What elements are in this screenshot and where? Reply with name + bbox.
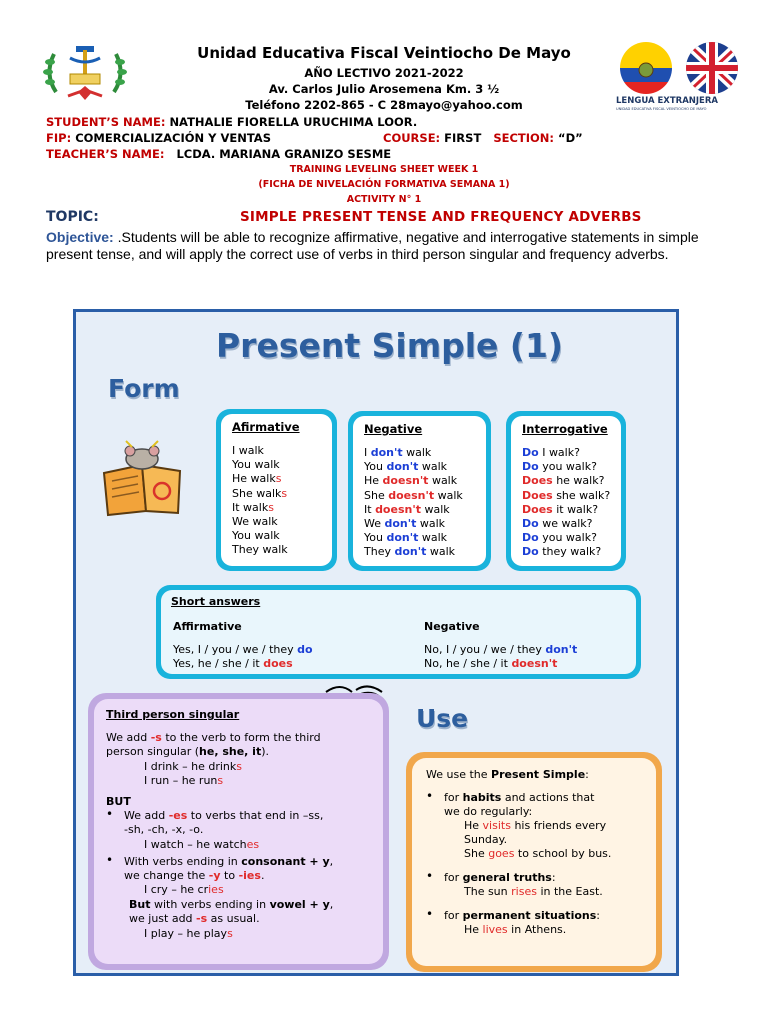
school-address: Av. Carlos Julio Arosemena Km. 3 ½ xyxy=(268,82,500,96)
list-item: Do we walk? xyxy=(522,517,593,531)
list-item: Does she walk? xyxy=(522,488,611,502)
use-habits-example-1: He visits his friends every xyxy=(464,819,607,832)
fip-value: COMERCIALIZACIÓN Y VENTAS xyxy=(75,131,271,145)
book-mouse-icon xyxy=(96,437,191,517)
list-item: We walk xyxy=(232,515,278,529)
section-label: SECTION: xyxy=(493,131,555,145)
list-item: No, I / you / we / they don't xyxy=(424,642,578,656)
fip-line xyxy=(46,131,271,145)
topic-label: TOPIC: xyxy=(46,209,99,225)
course-value: FIRST xyxy=(444,131,482,145)
school-name: Unidad Educativa Fiscal Veintiocho De Mayo xyxy=(197,44,571,62)
present-simple-poster xyxy=(73,309,679,976)
list-item: He walks xyxy=(232,472,282,486)
use-habits-line2: we do regularly: xyxy=(444,805,533,818)
short-answers-box xyxy=(156,585,641,679)
objective-paragraph xyxy=(46,229,736,263)
school-phone: Teléfono 2202-865 - C 28mayo@yahoo.com xyxy=(245,98,523,112)
third-example-es: I watch – he watches xyxy=(144,838,260,851)
list-item: I don't walk xyxy=(364,446,432,459)
objective-text: .Students will be able to recognize affirmative, negative and interrogative statements in simple present tense, and will apply the correct use of verbs in third person singular and frequency adverbs. xyxy=(46,229,699,262)
logo-text: LENGUA EXTRANJERA xyxy=(616,96,718,106)
list-item: Do they walk? xyxy=(522,545,602,559)
short-answers-negative xyxy=(424,620,577,672)
use-habits-example-2: She goes to school by bus. xyxy=(464,847,612,860)
short-answers-affirmative xyxy=(173,620,313,672)
third-intro-line2: person singular (he, she, it). xyxy=(106,745,270,758)
third-rule-add-s: we just add -s as usual. xyxy=(129,912,260,925)
list-item: No, he / she / it doesn't xyxy=(424,657,558,670)
list-item: You walk xyxy=(232,529,280,543)
sheet-subtitle: (FICHA DE NIVELACIÓN FORMATIVA SEMANA 1) xyxy=(258,179,510,190)
section-value: “D” xyxy=(558,131,583,145)
negative-title: Negative xyxy=(424,620,480,633)
list-item: It doesn't walk xyxy=(364,502,450,516)
third-example-plays: I play – he plays xyxy=(144,927,233,940)
list-item: They walk xyxy=(232,543,288,557)
use-habits-example-1b: Sunday. xyxy=(464,833,508,846)
list-item: Yes, I / you / we / they do xyxy=(173,642,313,656)
list-item: You walk xyxy=(232,458,280,472)
list-item: Does it walk? xyxy=(522,502,599,516)
list-item: Yes, he / she / it does xyxy=(173,657,293,670)
list-item: It walks xyxy=(232,500,274,514)
objective-label: Objective: xyxy=(46,229,114,245)
third-rule-es-endings: -sh, -ch, -x, -o. xyxy=(124,823,204,836)
topic-title: SIMPLE PRESENT TENSE AND FREQUENCY ADVERBS xyxy=(240,209,642,225)
affirmative-list xyxy=(232,444,288,558)
logo-subtext: UNIDAD EDUCATIVA FISCAL VEINTIOCHO DE MAYO xyxy=(616,107,707,111)
list-item: You don't walk xyxy=(364,531,448,545)
list-item: You don't walk xyxy=(364,460,448,474)
use-habits: for habits and actions that xyxy=(444,791,595,804)
teacher-value: LCDA. MARIANA GRANIZO SESME xyxy=(176,147,392,161)
third-rule-consonant-y: With verbs ending in consonant + y, xyxy=(124,855,334,868)
third-rule-es: We add -es to verbs that end in –ss, xyxy=(124,809,324,822)
course-label: COURSE: xyxy=(383,131,441,145)
list-item: She doesn't walk xyxy=(364,488,463,502)
student-name-line xyxy=(46,115,417,129)
list-item: He doesn't walk xyxy=(364,474,458,488)
bullet-icon: • xyxy=(106,853,114,867)
use-intro: We use the Present Simple: xyxy=(426,768,589,781)
poster-title: Present Simple (1) xyxy=(216,326,564,365)
student-name-value: NATHALIE FIORELLA URUCHIMA LOOR. xyxy=(169,115,418,129)
list-item: I walk xyxy=(232,444,264,457)
bullet-icon: • xyxy=(426,789,434,803)
use-heading: Use xyxy=(416,704,469,733)
affirmative-box xyxy=(216,409,337,571)
interrogative-list xyxy=(522,446,610,560)
interrogative-box xyxy=(506,411,626,571)
use-general-truths: for general truths: xyxy=(444,871,556,884)
list-item: She walks xyxy=(232,486,288,500)
third-rule-ies: we change the -y to -ies. xyxy=(124,869,265,882)
activity-number: ACTIVITY N° 1 xyxy=(346,194,422,205)
use-truths-example: The sun rises in the East. xyxy=(464,885,603,898)
third-rule-vowel-y: But with verbs ending in vowel + y, xyxy=(129,898,334,911)
list-item: Do you walk? xyxy=(522,531,597,545)
short-answers-heading: Short answers xyxy=(171,595,261,608)
bullet-icon: • xyxy=(106,807,114,821)
but-label: BUT xyxy=(106,795,131,808)
student-name-label: STUDENT’S NAME: xyxy=(46,115,166,129)
teacher-line xyxy=(46,147,391,161)
bullet-icon: • xyxy=(426,869,434,883)
use-permanent: for permanent situations: xyxy=(444,909,600,922)
bullet-icon: • xyxy=(426,907,434,921)
third-person-box xyxy=(88,693,389,970)
lengua-extranjera-logo xyxy=(608,40,748,112)
affirmative-heading: Afirmative xyxy=(232,420,300,434)
list-item: We don't walk xyxy=(364,517,446,531)
uk-flag-icon xyxy=(684,40,744,96)
third-intro-line1: We add -s to the verb to form the third xyxy=(106,731,321,744)
course-line xyxy=(383,131,583,145)
form-heading: Form xyxy=(108,374,180,403)
list-item: Do I walk? xyxy=(522,446,580,459)
list-item: They don't walk xyxy=(364,545,456,559)
third-example-ies: I cry – he cries xyxy=(144,883,224,896)
use-box xyxy=(406,752,662,972)
school-year: AÑO LECTIVO 2021-2022 xyxy=(304,66,464,80)
third-person-heading: Third person singular xyxy=(106,708,240,721)
negative-list xyxy=(364,446,463,560)
list-item: Do you walk? xyxy=(522,460,597,474)
negative-heading: Negative xyxy=(364,422,423,436)
fip-label: FIP: xyxy=(46,131,72,145)
third-example-1: I drink – he drinks xyxy=(144,760,243,773)
third-example-2: I run – he runs xyxy=(144,774,224,787)
teacher-label: TEACHER’S NAME: xyxy=(46,147,165,161)
interrogative-heading: Interrogative xyxy=(522,422,608,436)
ecuador-flag-icon xyxy=(618,40,678,96)
list-item: Does he walk? xyxy=(522,474,605,488)
negative-box xyxy=(348,411,491,571)
sheet-title: TRAINING LEVELING SHEET WEEK 1 xyxy=(289,164,479,175)
affirmative-title: Affirmative xyxy=(173,620,242,633)
use-permanent-example: He lives in Athens. xyxy=(464,923,567,936)
